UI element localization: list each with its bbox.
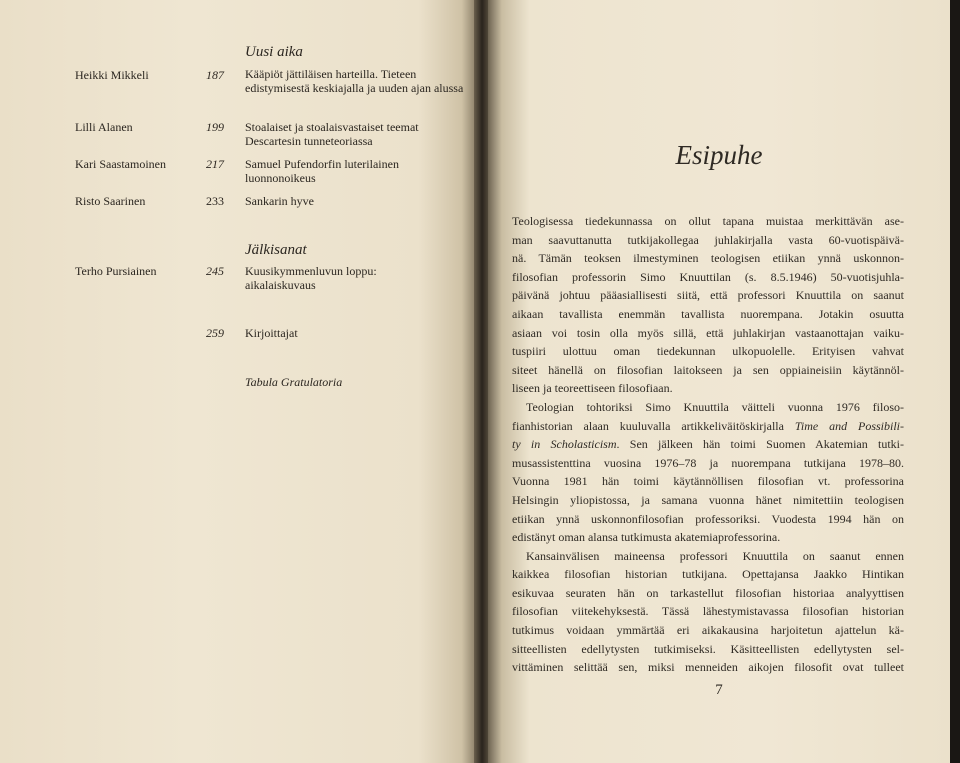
preface-line: tuspiiri ulottuu oman tiedekunnan ulkopuolelle. Erityisen vahvat	[512, 344, 904, 359]
preface-line: filosofian professorin Simo Knuuttilan (s. 8.5.1946) 50-vuotisjuhla-	[512, 269, 904, 284]
preface-line: vittäminen selittää sen, miksi menneiden aikojen filosofit ovat tulleet	[512, 660, 904, 675]
right-page-preface	[488, 0, 950, 763]
book-title: ty in Scholasticism	[512, 437, 617, 452]
preface-line: esikuvaa seuraten hän on tarkastellut filosofian historiaa analyyttisen	[512, 585, 904, 600]
preface-line: Vuonna 1981 hän toimi käytännöllisen filosofian vt. professorina	[512, 474, 904, 489]
preface-line: päivänä johtuu pääasiallisesti siitä, että professori Knuuttila on saanut	[512, 288, 904, 303]
toc-title: Kääpiöt jättiläisen harteilla. Tieteen edistymisestä keskiajalla ja uuden ajan alussa	[245, 67, 464, 95]
preface-line: tutkimus voidaan ymmärtää eri aikakausina harjoitetun ajattelun kä-	[512, 623, 904, 638]
preface-line: aikaan tavallista enemmän tavallista nuorempana. Jotakin osuutta	[512, 306, 904, 321]
preface-line: siteet hänellä on filosofian laitokseen ja sen oppiaineisiin käytännöl-	[512, 362, 904, 377]
toc-author: Heikki Mikkeli	[75, 68, 149, 82]
left-page-contents	[0, 0, 476, 763]
toc-author: Risto Saarinen	[75, 194, 146, 208]
preface-line: Teologian tohtoriksi Simo Knuuttila väitteli vuonna 1976 filoso-	[526, 399, 904, 414]
preface-line: man saavuttanutta tutkijakollegaa juhlakirjalla vasta 60-vuotispäivä-	[512, 232, 904, 247]
preface-line: filosofian viitekehyksestä. Tässä lähestymistavassa filosofian historian	[512, 604, 904, 619]
toc-title: Samuel Pufendorfin luterilainen luonnonoikeus	[245, 157, 399, 185]
preface-line: nä. Tämän teoksen ilmestyminen teologisen etiikan ynnä uskonnon-	[512, 251, 904, 266]
preface-body	[512, 212, 904, 677]
page-number: 7	[715, 682, 723, 698]
toc-author: Lilli Alanen	[75, 120, 133, 134]
preface-line: liseen ja teoreettiseen filosofiaan.	[512, 381, 673, 396]
toc-title: Kuusikymmenluvun loppu: aikalaiskuvaus	[245, 264, 377, 292]
preface-line: Helsingin yliopistossa, ja samana vuonna hänet nimitettiin teologisen	[512, 492, 904, 507]
preface-line: asiaan voi tosin olla myös sillä, että juhlakirjan vastaanottajan vaiku-	[512, 325, 904, 340]
toc-author: Terho Pursiainen	[75, 264, 157, 278]
section-heading: Jälkisanat	[245, 242, 307, 258]
preface-line: musassistenttina vuosina 1976–78 ja nuorempana tutkijana 1978–80.	[512, 455, 904, 470]
toc-page: 187	[206, 68, 224, 82]
toc-page: 217	[206, 157, 224, 171]
tabula-gratulatoria: Tabula Gratulatoria	[245, 375, 343, 389]
book-title: Time and Possibili-	[794, 418, 905, 433]
preface-line: Kansainvälisen maineensa professori Knuuttila on saanut ennen	[526, 548, 904, 563]
preface-line: ty in Scholasticism. Sen jälkeen hän toimi Suomen Akatemian tutki-	[512, 437, 905, 452]
preface-line: fianhistorian alaan kuuluvalla artikkeliväitöskirjalla Time and Possibili-	[512, 418, 905, 433]
toc-page: 233	[206, 194, 224, 208]
preface-line: etiikan ynnä uskonnonfilosofian professoriksi. Vuodesta 1994 hän on	[512, 511, 904, 526]
preface-line: Teologisessa tiedekunnassa on ollut tapana muistaa merkittävän ase-	[512, 214, 904, 228]
toc-title: Kirjoittajat	[245, 326, 298, 340]
toc-title: Stoalaiset ja stoalaisvastaiset teemat Descartesin tunneteoriassa	[245, 120, 419, 148]
toc-author: Kari Saastamoinen	[75, 157, 166, 171]
preface-line: edistänyt oman alansa tutkimusta akatemiaprofessorina.	[512, 530, 781, 545]
preface-line: kaikkea filosofian historian tutkijana. Opettajansa Jaakko Hintikan	[512, 567, 904, 582]
toc-page: 259	[206, 326, 224, 340]
toc-page: 199	[206, 120, 224, 134]
toc-page: 245	[206, 264, 224, 278]
page-title: Esipuhe	[675, 140, 763, 170]
preface-line: sitteellisten edellytysten tutkimiseksi. Käsitteellisten edellytysten sel-	[512, 641, 904, 656]
section-heading: Uusi aika	[245, 44, 303, 60]
toc-title: Sankarin hyve	[245, 194, 314, 208]
